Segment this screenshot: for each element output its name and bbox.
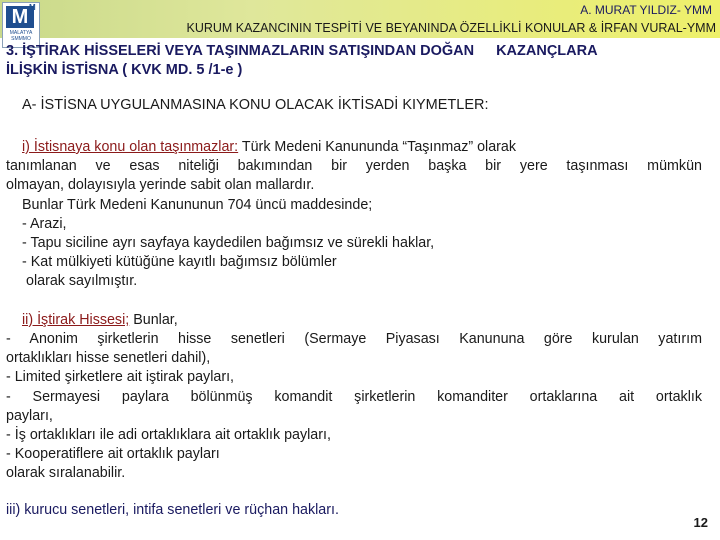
item2-line: - İş ortaklıkları ile adi ortaklıklara ait ortaklık payları, xyxy=(6,427,331,444)
heading-line-1-part-a: 3. İŞTİRAK HİSSELERİ VEYA TAŞINMAZLARIN SATIŞINDAN DOĞAN xyxy=(6,43,475,59)
heading-line-2: İLİŞKİN İSTİSNA ( KVK MD. 5 /1-e ) xyxy=(6,62,243,78)
item2-rest: Bunlar, xyxy=(129,311,178,328)
heading-line-1 xyxy=(6,42,598,61)
item2-line: olarak sıralanabilir. xyxy=(6,465,126,482)
item2-line: - Anonim şirketlerin hisse senetleri (Sermaye Piyasası Kanununa göre kurulan yatırım xyxy=(6,331,702,348)
heading-line-1-part-b: KAZANÇLARA xyxy=(496,43,598,59)
item1-rest: Türk Medeni Kanununda “Taşınmaz” olarak xyxy=(238,139,517,155)
slide-heading xyxy=(6,42,598,80)
item1-list-item: - Arazi, xyxy=(22,215,67,232)
logo-mark: M xyxy=(6,6,34,28)
item1-list-item: - Kat mülkiyeti kütüğüne kayıtlı bağımsız bölümler xyxy=(22,254,337,271)
item2-line: ortaklıkları hisse senetleri dahil), xyxy=(6,350,211,367)
item2-term: ii) İştirak Hissesi; xyxy=(22,311,130,328)
item1-line-2: tanımlanan ve esas niteliği bakımından bir yerden başka bir yere taşınması mümkün xyxy=(6,158,702,175)
item2-line-1 xyxy=(6,311,702,330)
item1-line-3: olmayan, dolayısıyla yerinde sabit olan mallardır. xyxy=(6,177,315,194)
item1-closing: olarak sayılmıştır. xyxy=(26,273,138,290)
section-a-title: A- İSTİSNA UYGULANMASINA KONU OLACAK İKTİSADİ KIYMETLER: xyxy=(22,97,489,113)
item1-term: i) İstisnaya konu olan taşınmazlar: xyxy=(22,139,239,155)
item1-list-item: - Tapu siciline ayrı sayfaya kaydedilen bağımsız ve sürekli haklar, xyxy=(22,235,435,252)
item2-line: payları, xyxy=(6,407,53,424)
body-text xyxy=(6,138,702,484)
logo-caption: MALATYA SMMMO xyxy=(9,30,33,42)
item2-line: - Kooperatiflere ait ortaklık payları xyxy=(6,446,220,463)
header-subtitle: KURUM KAZANCININ TESPİTİ VE BEYANINDA ÖZELLİKLİ KONULAR & İRFAN VURAL-YMM xyxy=(186,21,716,35)
item2-line: - Limited şirketlere ait iştirak payları, xyxy=(6,369,235,386)
item1-line-1 xyxy=(6,138,702,157)
page-number: 12 xyxy=(693,515,708,530)
item1-line-4: Bunlar Türk Medeni Kanununun 704 üncü maddesinde; xyxy=(22,196,373,213)
logo-superscript: M xyxy=(29,3,36,12)
header-author: A. MURAT YILDIZ- YMM xyxy=(580,3,712,17)
item3-line: iii) kurucu senetleri, intifa senetleri ve rüçhan hakları. xyxy=(6,502,339,518)
item2-line: - Sermayesi paylara bölünmüş komandit şirketlerin komanditer ortaklarına ait ortaklık xyxy=(6,388,702,405)
